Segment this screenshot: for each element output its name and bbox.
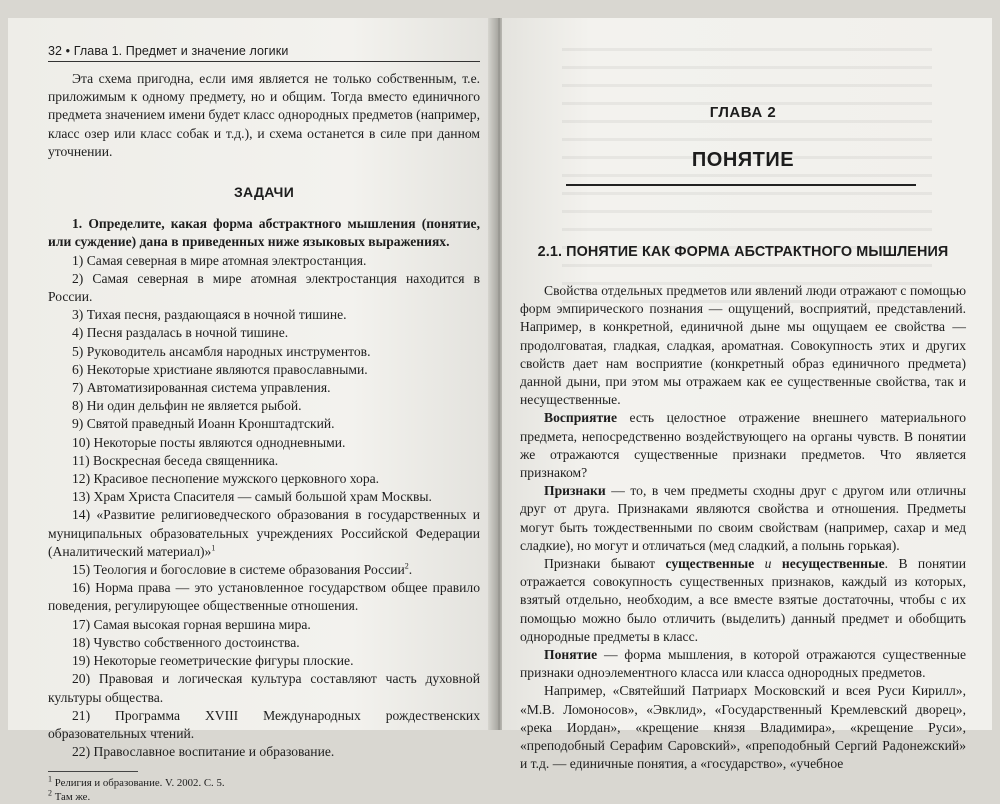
list-item: 5) Руководитель ансамбля народных инструментов.	[72, 343, 371, 359]
paragraph-concept	[520, 646, 966, 682]
paragraph-text: — то, в чем предметы сходны друг с другом или отличны друг от друга. Признаками являются свойства и отношения. Предметы могут быть тождественными по своим свойствам (например, сахар и мед сладкие), но могут и отличаться (мед сладкий, а полынь горькая).	[520, 483, 966, 553]
list-item: 7) Автоматизированная система управления.	[72, 380, 331, 396]
list-item: 18) Чувство собственного достоинства.	[72, 634, 300, 650]
bleed-through-texture	[562, 48, 932, 308]
list-item: 17) Самая высокая горная вершина мира.	[72, 616, 311, 632]
list-item-15-text: 15) Теология и богословие в системе образования России	[72, 562, 405, 578]
term: Восприятие	[544, 410, 618, 426]
paragraph-text: — форма мышления, в которой отражаются существенные признаки одноэлементного класса или класса однородных предметов.	[520, 647, 966, 681]
paragraph-text: есть целостное отражение внешнего материального предмета, непосредственно воздействующего на органы чувств. В понятии же отражаются существенные признаки предметов. Что является признаком?	[520, 410, 966, 481]
footnote-1	[48, 776, 480, 790]
term: Понятие	[544, 647, 598, 663]
list-item: 9) Святой праведный Иоанн Кронштадтский.	[72, 416, 335, 432]
right-body	[520, 282, 966, 773]
intro-paragraph: Эта схема пригодна, если имя является не только собственным, т.е. приложимым к одному предмету, но и общим. Тогда вместо единичного предмета значением имени будет класс однородных предметов (например, класс озер или класс собак и т.д.), и схема останется в силе при данном уточнении.	[48, 71, 480, 159]
list-item: 19) Некоторые геометрические фигуры плоские.	[72, 653, 354, 669]
list-item-15-end: .	[408, 562, 413, 578]
paragraph-features	[520, 482, 966, 555]
term: Признаки	[544, 483, 606, 499]
left-page	[8, 18, 498, 804]
footnote-2	[48, 790, 480, 804]
list-item-15	[48, 561, 480, 579]
list-item: 2) Самая северная в мире атомная электростанция находится в России.	[48, 270, 480, 305]
subchapter-title: 2.1. ПОНЯТИЕ КАК ФОРМА АБСТРАКТНОГО МЫШЛЕНИЯ	[537, 244, 949, 260]
list-item: 21) Программа XVIII Международных рождественских образовательных чтений.	[48, 707, 480, 741]
footnote-text: Религия и образование. V. 2002. С. 5.	[54, 777, 225, 790]
list-item-14-text: 14) «Развитие религиоведческого образования в государственных и муниципальных образовательных учреждениях Российской Федерации (Аналитический материал)»	[48, 507, 480, 559]
list-item: 22) Православное воспитание и образование.	[72, 744, 335, 760]
list-item: 6) Некоторые христиане являются православными.	[72, 361, 368, 377]
footnote-mark: 2	[48, 788, 52, 798]
list-item: 16) Норма права — это установленное государством общее правило поведения, регулирующее общественные отношения.	[48, 580, 480, 614]
conjunction: и	[754, 556, 782, 572]
term: существенные	[665, 556, 755, 572]
footnote-text: Там же.	[54, 791, 91, 804]
left-body	[48, 70, 480, 761]
term: несущественные	[781, 556, 885, 572]
list-item: 8) Ни один дельфин не является рыбой.	[72, 398, 302, 414]
list-item-14	[48, 506, 480, 561]
paragraph: Свойства отдельных предметов или явлений люди отражают с помощью форм эмпирического познания — ощущений, восприятий, представлений. Например, в конкретной, единичной дыне мы ощущаем ее свойства — продолговатая, гладкая, сладкая, ароматная. Совокупность этих и других свойств дает нам восприятие (конкретный образ единичного предмета) данной дыни, при этом мы отражаем как ее существенные свойства, так и несущественные.	[520, 283, 966, 408]
list-item: 3) Тихая песня, раздающаяся в ночной тишине.	[72, 307, 347, 323]
task-title: 1. Определите, какая форма абстрактного мышления (понятие, или суждение) дана в приведенных ниже языковых выражениях.	[48, 216, 480, 250]
chapter-title: ПОНЯТИЕ	[691, 149, 795, 171]
list-item: 4) Песня раздалась в ночной тишине.	[72, 325, 289, 341]
running-head: 32 • Глава 1. Предмет и значение логики	[48, 44, 480, 62]
paragraph-text: Признаки бывают	[544, 556, 666, 572]
right-page	[502, 18, 992, 772]
paragraph-feature-types	[520, 555, 966, 646]
list-item: 10) Некоторые посты являются однодневными.	[72, 434, 346, 450]
list-item: 11) Воскресная беседа священника.	[72, 452, 279, 468]
list-item: 13) Храм Христа Спасителя — самый большой храм Москвы.	[72, 489, 432, 505]
section-title-tasks: ЗАДАЧИ	[233, 184, 295, 201]
footnote-divider	[48, 771, 138, 772]
paragraph-text: . В понятии отражается совокупность существенных признаков, каждый из которых, взятый отдельно, необходим, а все вместе взятые достаточны, чтобы с их помощью можно было отличить (выделить) данный предмет и обобщить однородные предметы в класс.	[520, 556, 967, 644]
list-item: 12) Красивое песнопение мужского церковного хора.	[72, 471, 380, 487]
footnote-mark: 1	[48, 774, 52, 784]
chapter-label: ГЛАВА 2	[709, 104, 777, 121]
list-item: 20) Правовая и логическая культура составляют часть духовной культуры общества.	[48, 671, 480, 705]
footnote-ref-2: 2	[404, 561, 409, 571]
paragraph: Например, «Святейший Патриарх Московский и всея Руси Кирилл», «М.В. Ломоносов», «Эвклид», «Государственный Кремлевский дворец», «река Иордан», «крещение князя Владимира», «крещение Руси», «преподобный Серафим Саровский», «преподобный Сергий Радонежский» и т.д. — единичные понятия, а «государство», «учебное	[520, 683, 966, 772]
list-item: 1) Самая северная в мире атомная электростанция.	[72, 252, 367, 268]
footnote-ref-1: 1	[211, 543, 216, 553]
paragraph-perception	[520, 409, 966, 482]
